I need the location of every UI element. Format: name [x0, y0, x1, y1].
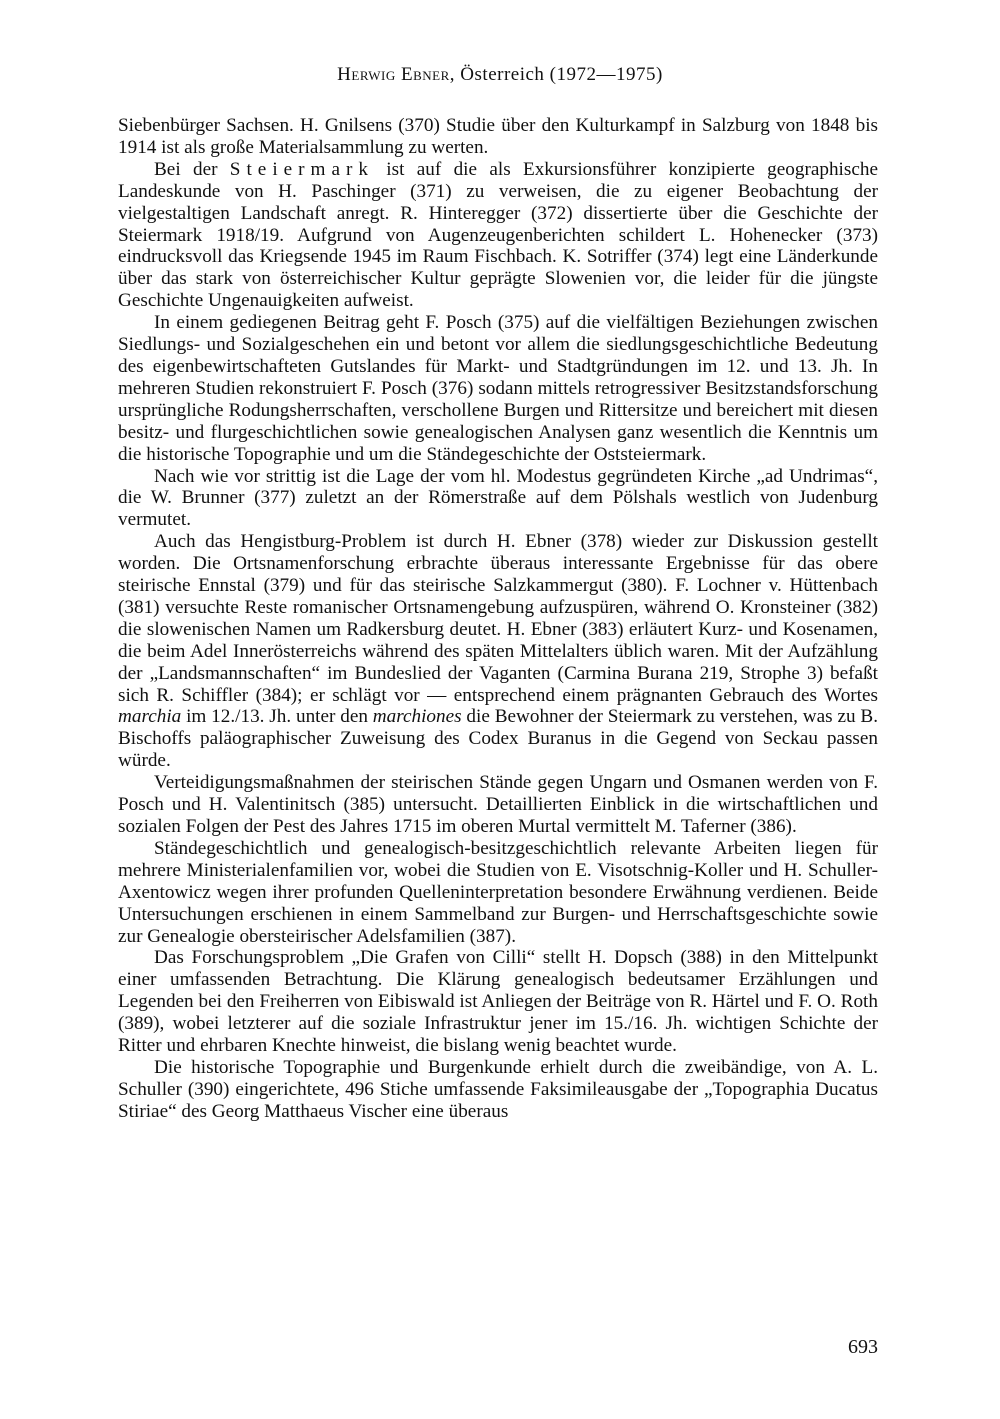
- paragraph-text: Siebenbürger Sachsen. H. Gnilsens (370) Studie über den Kulturkampf in Salzburg von 1848 bis 1914 ist als große Materialsammlung zu werten.: [118, 115, 878, 158]
- body-text: [118, 115, 878, 1123]
- paragraph-text: Das Forschungsproblem „Die Grafen von Cilli“ stellt H. Dopsch (388) in den Mittelpunkt einer umfassenden Betrachtung. Die Klärung genealogisch bedeutsamer Erzählungen und Legenden bei den Freiherren von Eibiswald ist Anliegen der Beiträge von R. Härtel und F. O. Roth (389), wobei letzterer auf die soziale Infrastruktur jener im 15./16. Jh. wichtigen Schichte der Ritter und ehrbaren Knechte hinweist, die bislang wenig beachtet wurde.: [118, 947, 878, 1057]
- paragraph: [118, 838, 878, 948]
- paragraph-text: die Bewohner der Steiermark zu verstehen, was zu B. Bischoffs paläographischer Zuweisung des Codex Buranus in die Gegend von Seckau passen würde.: [118, 706, 878, 772]
- paragraph: [118, 466, 878, 532]
- paragraph-text: Bei der: [154, 158, 230, 180]
- paragraph-text: ist auf die als Exkursionsführer konzipierte geographische Landeskunde von H. Paschinger (371) zu verweisen, die zu eigener Beobachtung der vielgestaltigen Landschaft anregt. R. Hinteregger (372) dissertierte über die Geschichte der Steiermark 1918/19. Aufgrund von Augenzeugenberichten schildert L. Hohenecker (373) eindrucksvoll das Kriegsende 1945 im Raum Fischbach. K. Sotriffer (374) legt eine Länderkunde über das stark von österreichischer Kultur geprägte Slowenien vor, die leider für die jüngste Geschichte Ungenauigkeiten aufweist.: [118, 158, 878, 312]
- italic-term: marchiones: [372, 706, 462, 728]
- paragraph: [118, 772, 878, 838]
- paragraph-text: Verteidigungsmaßnahmen der steirischen Stände gegen Ungarn und Osmanen werden von F. Posch und H. Valentinitsch (385) untersucht. Detaillierten Einblick in die wirtschaftlichen und sozialen Folgen der Pest des Jahres 1715 im oberen Murtal vermittelt M. Taferner (386).: [118, 772, 878, 837]
- paragraph-text: im 12./13. Jh. unter den: [181, 706, 373, 728]
- paragraph: [118, 531, 878, 772]
- header-author: Herwig Ebner,: [337, 64, 456, 85]
- paragraph: [118, 115, 878, 159]
- paragraph: [118, 159, 878, 312]
- paragraph: [118, 1057, 878, 1123]
- paragraph-text: Die historische Topographie und Burgenkunde erhielt durch die zweibändige, von A. L. Schuller (390) eingerichtete, 496 Stiche umfassende Faksimileausgabe der „Topographia Ducatus Stiriae“ des Georg Matthaeus Vischer eine überaus: [118, 1056, 878, 1122]
- paragraph: [118, 947, 878, 1057]
- paragraph: [118, 312, 878, 465]
- running-header: [0, 64, 1000, 86]
- paragraph-text: Auch das Hengistburg-Problem ist durch H. Ebner (378) wieder zur Diskussion gestellt worden. Die Ortsnamenforschung erbrachte überaus interessante Ergebnisse für das obere steirische Ennstal (379) und für das steirische Salzkammergut (380). F. Lochner v. Hüttenbach (381) versuchte Reste romanischer Ortsnamengebung aufzuspüren, während O. Kronsteiner (382) die slowenischen Namen um Radkersburg deutet. H. Ebner (383) erläutert Kurz- und Kosenamen, die beim Adel Innerösterreichs während des späten Mittelalters üblich waren. Mit der Aufzählung der „Landsmannschaften“ im Bundeslied der Vaganten (Carmina Burana 219, Strophe 3) befaßt sich R. Schiffler (384); er schlägt vor — entsprechend einem prägnanten Gebrauch des Wortes: [118, 531, 878, 706]
- paragraph-text: Ständegeschichtlich und genealogisch-besitzgeschichtlich relevante Arbeiten liegen für mehrere Ministerialenfamilien vor, wobei die Studien von E. Visotschnig-Koller und H. Schuller-Axentowicz wegen ihrer profunden Quelleninterpretation besondere Erwähnung verdienen. Beide Untersuchungen erschienen in einem Sammelband zur Burgen- und Herrschaftsgeschichte sowie zur Genealogie obersteirischer Adelsfamilien (387).: [118, 837, 878, 947]
- paragraph-text: In einem gediegenen Beitrag geht F. Posch (375) auf die vielfältigen Beziehungen zwischen Siedlungs- und Sozialgeschehen ein und betont vor allem die siedlungsgeschichtliche Bedeutung des eigenbewirtschafteten Gutslandes für Markt- und Stadtgründungen im 12. und 13. Jh. In mehreren Studien rekonstruiert F. Posch (376) sodann mittels retrogressiver Besitzstandsforschung ursprüngliche Rodungsherrschaften, verschollene Burgen und Rittersitze und bereichert mit diesen besitz- und flurgeschichtlichen sowie genealogischen Analysen ganz wesentlich die Kenntnis um die historische Topographie und um die Ständegeschichte der Oststeiermark.: [118, 312, 878, 465]
- page-number: 693: [848, 1336, 878, 1358]
- italic-term: marchia: [118, 706, 182, 728]
- header-title: Österreich (1972—1975): [460, 64, 663, 85]
- spaced-term: Steiermark: [229, 158, 374, 180]
- paragraph-text: Nach wie vor strittig ist die Lage der vom hl. Modestus gegründeten Kirche „ad Undrimas“, die W. Brunner (377) zuletzt an der Römerstraße auf dem Pölshals westlich von Judenburg vermutet.: [118, 465, 878, 531]
